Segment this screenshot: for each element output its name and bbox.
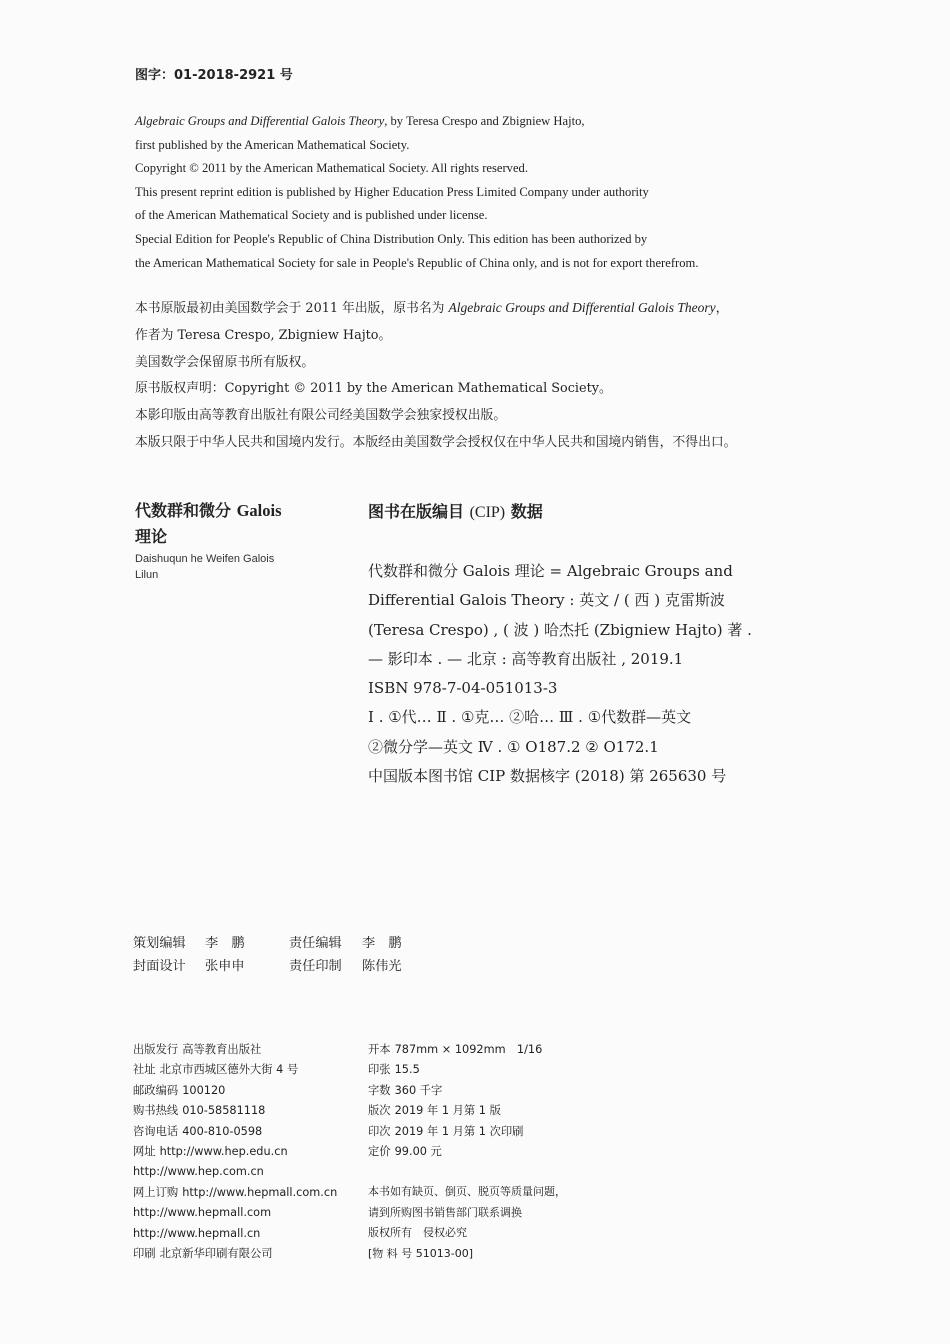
- publisher-row: http://www.hepmall.com: [133, 1206, 272, 1220]
- material-number: [物 料 号 51013-00]: [368, 1246, 474, 1260]
- english-line: Special Edition for People's Republic of China Distribution Only. This edition has been authorized by: [135, 231, 648, 246]
- english-line: Copyright © 2011 by the American Mathematical Society. All rights reserved.: [135, 161, 529, 176]
- publisher-row: 印刷 北京新华印刷有限公司: [133, 1247, 273, 1261]
- spec-row: 印次 2019 年 1 月第 1 次印刷: [368, 1124, 524, 1138]
- book-title-pinyin: Daishuqun he Weifen Galois Lilun: [135, 553, 275, 581]
- cip-line: 中国版本图书馆 CIP 数据核字 (2018) 第 265630 号: [368, 767, 727, 786]
- chinese-line: 美国数学会保留原书所有版权。: [135, 354, 315, 370]
- publisher-row: 购书热线 010-58581118: [133, 1104, 266, 1118]
- book-title-italic: Algebraic Groups and Differential Galois Theory: [448, 300, 716, 315]
- print-specs: [368, 1040, 566, 1264]
- publisher-row: http://www.hep.com.cn: [133, 1165, 264, 1179]
- spec-row: 定价 99.00 元: [368, 1145, 442, 1159]
- cip-line: Differential Galois Theory : 英文 / ( 西 ) 克雷斯波: [368, 591, 725, 610]
- spec-row: 版次 2019 年 1 月第 1 版: [368, 1104, 501, 1118]
- english-line: the American Mathematical Society for sale in People's Republic of China only, and is not for export therefrom.: [135, 255, 699, 270]
- chinese-line: 作者为 Teresa Crespo, Zbigniew Hajto。: [135, 327, 392, 343]
- publisher-row: 咨询电话 400-810-0598: [133, 1124, 263, 1138]
- publisher-row: http://www.hepmall.cn: [133, 1226, 261, 1240]
- publisher-info: [133, 1040, 337, 1264]
- chinese-copyright-block: [135, 295, 835, 457]
- publisher-row: 邮政编码 100120: [133, 1083, 226, 1097]
- book-title: 代数群和微分 Galois 理论: [135, 501, 282, 546]
- cip-heading: 图书在版编目 (CIP) 数据: [368, 502, 543, 521]
- chinese-line: 本版只限于中华人民共和国境内发行。本版经由美国数学会授权仅在中华人民共和国境内销售，不得出口。: [135, 434, 737, 450]
- publisher-row: 出版发行 高等教育出版社: [133, 1043, 262, 1056]
- cip-line: (Teresa Crespo) , ( 波 ) 哈杰托 (Zbigniew Hajto) 著 .: [368, 620, 752, 639]
- spec-row: 开本 787mm × 1092mm 1/16: [368, 1043, 543, 1056]
- chinese-line: 本影印版由高等教育出版社有限公司经美国数学会独家授权出版。: [135, 408, 507, 424]
- publisher-row: 网址 http://www.hep.edu.cn: [133, 1145, 288, 1159]
- spec-row: 字数 360 千字: [368, 1083, 443, 1097]
- publisher-row: 网上订购 http://www.hepmall.com.cn: [133, 1185, 338, 1199]
- english-line: This present reprint edition is published by Higher Education Press Limited Company under authority: [135, 184, 649, 199]
- english-line: of the American Mathematical Society and is published under license.: [135, 208, 488, 223]
- cip-data-block: [368, 557, 788, 791]
- quality-notice: 本书如有缺页、倒页、脱页等质量问题， 请到所购图书销售部门联系调换 版权所有 侵权必究 [物 料 号 51013-00]: [368, 1182, 566, 1264]
- cip-line: Ⅰ . ①代… Ⅱ . ①克… ②哈… Ⅲ . ①代数群—英文: [368, 708, 692, 727]
- cip-line: 代数群和微分 Galois 理论 = Algebraic Groups and: [368, 562, 733, 580]
- registration-number: 图字：01-2018-2921 号: [135, 68, 293, 83]
- book-title-italic: Algebraic Groups and Differential Galois Theory: [135, 114, 385, 128]
- cip-line: ISBN 978-7-04-051013-3: [368, 679, 558, 698]
- chinese-line: 本书原版最初由美国数学会于 2011 年出版，原书名为 Algebraic Groups and Differential Galois Theory，: [135, 300, 729, 316]
- chinese-line: 原书版权声明：Copyright © 2011 by the American Mathematical Society。: [135, 381, 612, 397]
- english-copyright-block: [135, 110, 835, 275]
- cip-line: ②微分学—英文 Ⅳ . ① O187.2 ② O172.1: [368, 737, 659, 756]
- english-line: first published by the American Mathematical Society.: [135, 137, 410, 152]
- spec-row: 印张 15.5: [368, 1063, 420, 1077]
- publisher-row: 社址 北京市西城区德外大街 4 号: [133, 1063, 299, 1077]
- english-line: Algebraic Groups and Differential Galois Theory, by Teresa Crespo and Zbigniew Hajto,: [135, 114, 585, 128]
- cip-line: — 影印本 . — 北京 : 高等教育出版社 , 2019.1: [368, 649, 684, 668]
- editor-credits: 策划编辑 李 鹏 责任编辑 李 鹏 封面设计 张申申 责任印制 陈伟光: [133, 936, 402, 974]
